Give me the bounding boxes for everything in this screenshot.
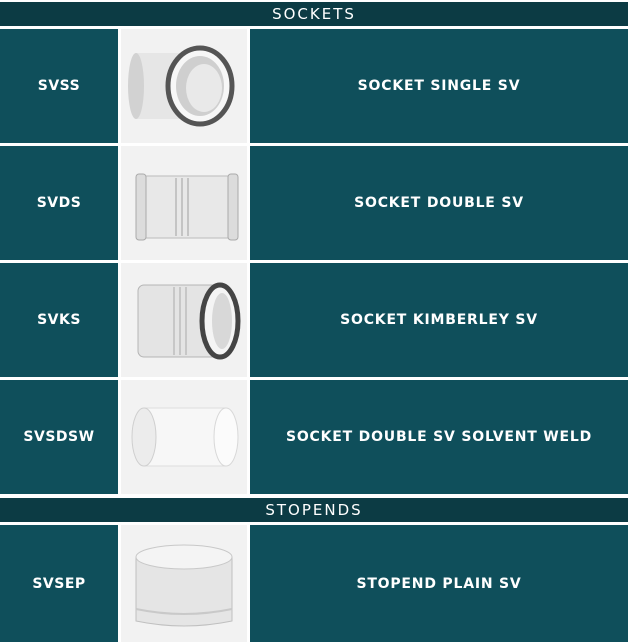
table-row [0,263,628,377]
product-code: SVKS [0,263,118,377]
product-code: SVDS [0,146,118,260]
product-description: SOCKET KIMBERLEY SV [250,263,628,377]
socket-single-icon [124,31,244,141]
product-image [121,263,247,377]
section-title: SOCKETS [272,5,356,23]
section-title: STOPENDS [265,501,363,519]
socket-double-icon [124,148,244,258]
product-description: SOCKET SINGLE SV [250,29,628,143]
table-row [0,146,628,260]
product-code: SVSEP [0,525,118,642]
product-description: STOPEND PLAIN SV [250,525,628,642]
product-image [121,380,247,494]
table-row [0,29,628,143]
socket-kimberley-icon [124,265,244,375]
product-code: SVSS [0,29,118,143]
section-header-sockets [0,2,628,26]
product-description: SOCKET DOUBLE SV SOLVENT WELD [250,380,628,494]
table-row [0,525,628,642]
product-code: SVSDSW [0,380,118,494]
product-description: SOCKET DOUBLE SV [250,146,628,260]
stopend-plain-icon [124,529,244,639]
socket-solvent-weld-icon [124,382,244,492]
product-image [121,146,247,260]
table-row [0,380,628,494]
product-image [121,29,247,143]
product-image [121,525,247,642]
section-header-stopends [0,498,628,522]
